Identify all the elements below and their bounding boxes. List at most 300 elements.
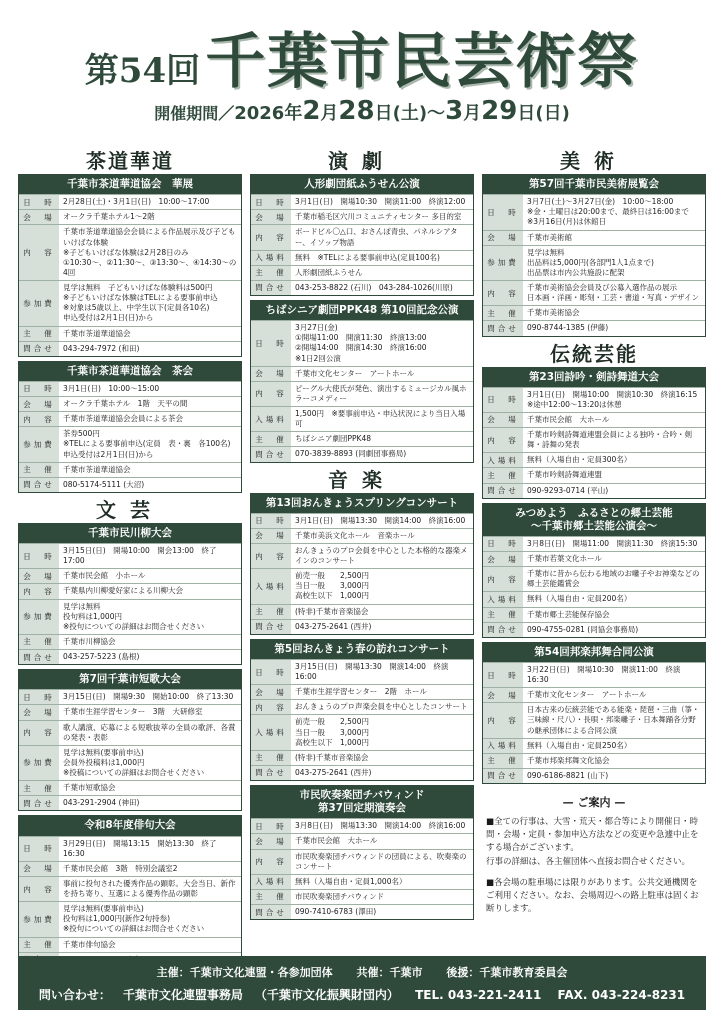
row-value: オークラ千葉ホテル1〜2階 [63, 212, 155, 222]
row-value: 090-8744-1385 (伊藤) [527, 323, 609, 333]
period-end-month: 3 [445, 96, 464, 126]
row-label: 会 場 [251, 210, 291, 224]
row-label: 日 時 [483, 195, 523, 229]
event-row [251, 528, 473, 543]
event-title: 第13回おんきょうスプリングコンサート [251, 494, 473, 513]
event-box [18, 361, 242, 493]
row-label: 問合せ [483, 321, 523, 335]
row-label: 問合せ [19, 796, 59, 810]
row-value: 千葉市美浜文化ホール 音楽ホール [295, 530, 415, 540]
period-end-day: 29 [481, 96, 518, 126]
row-label: 内 容 [251, 225, 291, 249]
event-box [250, 300, 474, 463]
event-box [482, 503, 706, 638]
event-row [19, 937, 241, 952]
event-row [483, 245, 705, 280]
row-value: 043-257-5223 (島根) [63, 652, 140, 661]
event-row [19, 780, 241, 795]
row-value: 千葉市美術協会会員及び公募入選作品の展示 日本画・洋画・彫刻・工芸・書道・写真・デザイン [527, 283, 699, 303]
event-row [483, 662, 705, 687]
event-row [19, 568, 241, 583]
footer-office: 千葉市文化連盟事務局 [122, 988, 243, 1002]
row-label: 会 場 [19, 705, 59, 719]
event-row [483, 768, 705, 783]
row-value: 043-253-8822 (石川) 043-284-1026(川原) [295, 282, 453, 292]
event-box [18, 174, 242, 357]
row-value: 3月8日(日) 開場11:00 開演11:30 終演15:30 [527, 538, 698, 548]
footer-contact [18, 980, 706, 1003]
row-label: 内 容 [19, 877, 59, 901]
event-row [483, 551, 705, 566]
row-label: 日 時 [19, 544, 59, 568]
row-value: 1,500円 ※要事前申込・申込状況により当日入場可 [295, 409, 466, 429]
column-right [482, 148, 706, 924]
event-row [251, 381, 473, 406]
row-label: 主 催 [251, 751, 291, 765]
row-label: 内 容 [251, 700, 291, 714]
row-label: 日 時 [483, 663, 523, 687]
row-value: 3月15日(日) 開場13:30 開演14:00 終演16:00 [295, 661, 449, 681]
row-label: 問合せ [19, 650, 59, 664]
event-row [251, 765, 473, 780]
row-value: 千葉市吟剣詩舞道連盟会員による独吟・合吟・剣舞・詩舞の発表 [527, 430, 692, 450]
event-row [483, 753, 705, 768]
row-label: 参加費 [19, 427, 59, 461]
event-title: 第57回千葉市民美術展覧会 [483, 175, 705, 194]
event-row [19, 583, 241, 598]
row-value: 見学は無料(要事前申込) 会員外投稿料は1,000円 ※投稿についての詳細はお問合せください [63, 747, 205, 777]
event-row [483, 738, 705, 753]
event-row [251, 265, 473, 280]
event-box [18, 815, 242, 967]
event-row [483, 702, 705, 737]
row-label: 問合せ [483, 769, 523, 783]
row-value: オークラ千葉ホテル 1階 天平の間 [63, 399, 188, 408]
row-label: 参加費 [19, 281, 59, 326]
event-row [19, 396, 241, 411]
event-row [483, 607, 705, 622]
event-row [251, 568, 473, 603]
event-row [251, 446, 473, 461]
footer-support: 後援：千葉市教育委員会 [446, 966, 568, 979]
row-label: 参加費 [19, 600, 59, 634]
event-row [19, 634, 241, 649]
event-row [483, 320, 705, 335]
event-title: 令和8年度俳句大会 [19, 816, 241, 835]
row-value: 無料（入場自由・定員1,000名） [295, 876, 407, 886]
row-label: 会 場 [251, 529, 291, 543]
event-row [19, 836, 241, 861]
row-value: 日本古来の伝統芸能である能楽・琵琶・三曲（箏・三味線・尺八）・長唄・邦楽囃子・日本舞踊各分野の継承団体による合同公演 [527, 705, 700, 735]
category-heading: 演劇 [328, 149, 396, 173]
event-title: 市民吹奏楽団チバウィンド 第37回定期演奏会 [251, 786, 473, 818]
column-center [250, 148, 474, 924]
row-value: おんきょうのプロ声楽会員を中心としたコンサート [295, 702, 468, 712]
event-row [19, 381, 241, 396]
event-row [251, 849, 473, 874]
row-value: 3月29日(日) 開場13:15 開始13:30 終了16:30 [63, 838, 217, 858]
row-label: 日 時 [251, 321, 291, 366]
row-value: ピーグル大使氏が発色、演出するミュージカル風ホラーコメディー [295, 383, 467, 403]
event-title: 第54回邦楽邦舞合同公演 [483, 643, 705, 662]
row-label: 入場料 [483, 592, 523, 606]
row-label: 会 場 [19, 397, 59, 411]
row-value: 3月8日(日) 開場13:30 開演14:00 終演16:00 [295, 821, 466, 831]
category-heading: 茶道華道 [86, 149, 174, 173]
row-label: 主 催 [251, 432, 291, 446]
event-row [251, 699, 473, 714]
row-label: 会 場 [483, 552, 523, 566]
row-value: 千葉市茶道華道協会 [63, 464, 131, 474]
row-label: 日 時 [251, 819, 291, 833]
row-label: 日 時 [251, 514, 291, 528]
row-value: 3月1日(日) 10:00〜15:00 [63, 383, 160, 393]
row-label: 内 容 [19, 412, 59, 426]
row-label: 会 場 [19, 569, 59, 583]
event-title: 人形劇団紙ふうせん公演 [251, 175, 473, 194]
row-value: 無料（入場自由・定員250名） [527, 740, 632, 750]
event-row [483, 305, 705, 320]
row-label: 問合せ [251, 447, 291, 461]
row-label: 日 時 [483, 537, 523, 551]
event-row [251, 684, 473, 699]
event-row [251, 889, 473, 904]
event-row [251, 513, 473, 528]
row-value: 千葉市稲毛区穴川コミュニティセンター 多目的室 [295, 212, 462, 222]
row-label: 主 催 [251, 890, 291, 904]
period-end-day-unit: 日(日) [517, 103, 570, 124]
event-box [482, 174, 706, 337]
row-value: おんきょうのプロ会員を中心とした本格的な器楽メインのコンサート [295, 545, 468, 565]
footer-co-organizer: 共催：千葉市 [356, 966, 423, 979]
row-value: 080-5174-5111 (大沼) [63, 479, 145, 489]
notice-paragraph: ■全ての行事は、大雪・荒天・都合等により開催日・時間・会場・定員・参加申込方法などの変更や急遽中止をする場合がございます。 行事の詳細は、各主催団体へ直接お問合せください。 [486, 817, 699, 867]
row-label: 問合せ [251, 905, 291, 919]
event-row [483, 622, 705, 637]
row-value: 千葉市民会館 3階 特別会議室2 [63, 863, 178, 873]
row-label: 問合せ [19, 478, 59, 492]
event-title: 第5回おんきょう春の訪れコンサート [251, 640, 473, 659]
row-label: 問合せ [251, 620, 291, 634]
event-row [483, 591, 705, 606]
row-value: 千葉市美術協会 [527, 308, 580, 318]
row-value: 市民吹奏楽団チバウィンドの団員による、吹奏楽のコンサート [295, 851, 467, 871]
column-left [18, 148, 242, 972]
category-heading: 伝統芸能 [550, 341, 638, 366]
event-title: 第7回千葉市短歌大会 [19, 670, 241, 689]
row-label: 問合せ [483, 484, 523, 498]
row-value: 千葉市茶道華道協会会員による作品展示及び子どもいけばな体験 ※子どもいけばな体験は2月28日のみ ①10:30〜、②11:30〜、③13:30〜、④14:30〜の4回 [63, 227, 237, 277]
row-label: 内 容 [19, 225, 59, 280]
event-row [251, 659, 473, 684]
event-row [19, 704, 241, 719]
row-label: 参加費 [19, 746, 59, 780]
row-value: 茶券500円 ※TELによる要事前申込(定員 表・裏 各100名) 申込受付は2月1日(日)から [63, 429, 231, 459]
row-value: 千葉市文化センター アートホール [527, 690, 647, 700]
event-row [19, 326, 241, 341]
event-row [483, 280, 705, 305]
category-heading: 音楽 [328, 467, 396, 492]
footer-inquiry-label: 問い合わせ： [38, 988, 111, 1002]
row-value: 歌人講演、応募による短歌抜萃の全員の歌評、各賞の発表・表彰 [63, 722, 236, 742]
row-value: 043-291-2904 (神田) [63, 798, 140, 808]
event-title: 第23回詩吟・剣詩舞道大会 [483, 368, 705, 387]
period-start-day-unit: 日(土)〜 [374, 103, 446, 124]
row-label: 問合せ [19, 342, 59, 356]
event-row [251, 750, 473, 765]
event-period [0, 96, 724, 126]
row-label: 主 催 [19, 938, 59, 952]
row-label: 内 容 [483, 428, 523, 452]
row-value: 090-7410-6783 (澤田) [295, 907, 377, 916]
row-value: 千葉市に昔から伝わる地域のお囃子やお神楽などの郷土芸能鑑賞会 [527, 569, 700, 589]
row-value: 前売一般 2,500円 当日一般 3,000円 高校生以下 1,000円 [295, 717, 369, 747]
row-label: 主 催 [19, 327, 59, 341]
row-label: 入場料 [251, 875, 291, 889]
row-value: 無料（入場自由・定員300名） [527, 455, 632, 465]
event-row [251, 431, 473, 446]
event-box [250, 639, 474, 781]
row-value: 3月1日(日) 開場10:30 開演11:00 終演12:00 [295, 197, 466, 207]
row-value: 3月7日(土)〜3月27日(金) 10:00〜18:00 ※金・土曜日は20:00まで、最終日は16:00まで ※3月16日(月)は休館日 [527, 197, 689, 227]
row-value: 千葉市郷土芸能保存協会 [527, 609, 610, 619]
row-value: 090-9293-0714 (平山) [527, 485, 609, 495]
row-label: 内 容 [251, 544, 291, 568]
event-row [19, 861, 241, 876]
row-value: 3月1日(日) 開場10:00 開演10:30 終演16:15 ※途中12:00〜13:20は休憩 [527, 389, 698, 409]
row-label: 日 時 [19, 382, 59, 396]
event-title: みつめよう ふるさとの郷土芸能 〜千葉市郷土芸能公演会〜 [483, 504, 705, 536]
period-start-month-unit: 月 [320, 103, 339, 124]
row-label: 内 容 [19, 721, 59, 745]
footer-bar [18, 956, 706, 1010]
row-label: 会 場 [19, 862, 59, 876]
row-label: 会 場 [251, 367, 291, 381]
event-row [483, 483, 705, 498]
row-value: 3月15日(日) 開場10:00 開会13:00 終了17:00 [63, 546, 217, 566]
row-label: 主 催 [19, 781, 59, 795]
event-row [19, 689, 241, 704]
row-value: 3月15日(日) 開場9:30 開始10:00 終了13:30 [63, 692, 234, 702]
event-row [251, 818, 473, 833]
event-row [19, 341, 241, 356]
row-label: 入場料 [251, 251, 291, 265]
period-year: 2026年 [234, 103, 303, 124]
row-value: 千葉市川柳協会 [63, 636, 116, 646]
row-label: 参加費 [483, 246, 523, 280]
event-row [483, 452, 705, 467]
row-label: 参加費 [19, 902, 59, 936]
row-value: 見学は無料 投句料は1,000円 ※投句についての詳細はお問合せください [63, 601, 205, 631]
row-value: 043-294-7972 (和田) [63, 343, 140, 353]
footer-sponsors [18, 956, 706, 980]
row-label: 問合せ [251, 766, 291, 780]
event-row [483, 412, 705, 427]
event-box [250, 174, 474, 296]
row-label: 主 催 [251, 266, 291, 280]
row-value: 3月1日(日) 開場13:30 開演14:00 終演16:00 [295, 515, 466, 525]
event-row [251, 714, 473, 749]
title-prefix: 第54回 [84, 51, 201, 91]
row-label: 内 容 [251, 850, 291, 874]
festival-title [0, 14, 724, 97]
row-value: (特非)千葉市音楽協会 [295, 752, 369, 762]
event-row [251, 250, 473, 265]
event-row [19, 795, 241, 810]
event-row [251, 224, 473, 249]
category-heading: 文芸 [96, 497, 164, 522]
row-value: 千葉市短歌協会 [63, 783, 116, 793]
event-row [19, 543, 241, 568]
event-box [482, 367, 706, 499]
event-box [250, 785, 474, 920]
event-title: 千葉市茶道華道協会 華展 [19, 175, 241, 194]
row-label: 会 場 [19, 210, 59, 224]
notice-block [482, 794, 706, 916]
event-row [19, 876, 241, 901]
event-row [19, 209, 241, 224]
event-box [250, 493, 474, 635]
event-box [18, 523, 242, 665]
row-value: 無料 ※TELによる要事前申込(定員100名) [295, 252, 440, 262]
event-row [483, 467, 705, 482]
row-label: 問合せ [251, 281, 291, 295]
row-value: 市民吹奏楽団チバウィンド [295, 891, 385, 901]
row-label: 会 場 [251, 834, 291, 848]
period-start-month: 2 [302, 96, 321, 126]
event-row [483, 687, 705, 702]
row-value: 070-3839-8893 (同劇団事務局) [295, 449, 407, 459]
row-label: 日 時 [251, 195, 291, 209]
row-label: 主 催 [19, 635, 59, 649]
event-box [482, 642, 706, 784]
event-row [251, 833, 473, 848]
row-label: 会 場 [483, 231, 523, 245]
row-label: 主 催 [483, 608, 523, 622]
row-label: 入場料 [483, 739, 523, 753]
row-value: 見学は無料 子どもいけばな体験料は500円 ※子どもいけばな体験はTELによる要事前申込 ※対象は5歳以上、中学生以下(定員各10名) 申込受付は2月1日(日)から [63, 283, 218, 323]
row-value: 千葉市生涯学習センター 2階 ホール [295, 687, 427, 697]
event-row [251, 366, 473, 381]
event-row [19, 720, 241, 745]
event-row [19, 280, 241, 326]
event-row [251, 604, 473, 619]
event-row [19, 224, 241, 280]
event-box [18, 669, 242, 811]
row-value: 千葉市文化センター アートホール [295, 368, 415, 378]
event-row [251, 280, 473, 295]
row-label: 主 催 [483, 468, 523, 482]
period-start-day: 28 [338, 96, 375, 126]
footer-organizer: 主催：千葉市文化連盟・各参加団体 [156, 966, 333, 979]
row-value: (特非)千葉市音楽協会 [295, 606, 369, 616]
event-title: 千葉市民川柳大会 [19, 524, 241, 543]
event-row [19, 477, 241, 492]
row-value: 千葉県内川柳愛好家による川柳大会 [63, 586, 183, 596]
event-row [251, 406, 473, 431]
event-row [483, 566, 705, 591]
event-row [483, 387, 705, 412]
notice-heading: — ご案内 — [562, 796, 626, 809]
event-row [19, 901, 241, 936]
row-value: 043-275-2641 (西井) [295, 767, 372, 777]
row-label: 内 容 [483, 703, 523, 737]
row-value: 千葉市民会館 小ホール [63, 571, 146, 581]
title-main: 千葉市民芸術祭 [205, 27, 640, 97]
row-label: 主 催 [19, 463, 59, 477]
event-row [19, 745, 241, 780]
row-value: 043-275-2641 (西井) [295, 621, 372, 631]
row-label: 日 時 [483, 388, 523, 412]
event-row [19, 462, 241, 477]
event-row [251, 543, 473, 568]
row-label: 主 催 [483, 306, 523, 320]
row-label: 入場料 [251, 569, 291, 603]
row-value: 人形劇団紙ふうせん [295, 267, 363, 277]
event-row [19, 649, 241, 664]
row-value: 千葉市吟剣詩舞道連盟 [527, 470, 602, 480]
row-value: 見学は無料(要事前申込) 投句料は1,000円(新作2句持参) ※投句についての詳細はお問合せください [63, 904, 205, 934]
row-value: 千葉市茶道華道協会 [63, 328, 131, 338]
row-value: 無料（入場自由・定員200名） [527, 594, 632, 604]
row-value: 前売一般 2,500円 当日一般 3,000円 高校生以下 1,000円 [295, 571, 369, 601]
row-value: ちばシニア劇団PPK48 [295, 434, 372, 444]
event-row [483, 536, 705, 551]
row-value: 千葉市民会館 大ホール [527, 414, 610, 424]
period-end-month-unit: 月 [463, 103, 482, 124]
footer-fax: FAX. 043-224-8231 [557, 988, 686, 1002]
notice-paragraph: ■各会場の駐車場には限りがあります。公共交通機関をご利用ください。なお、会場周辺への路上駐車は固くお断りします。 [486, 877, 699, 915]
event-row [483, 427, 705, 452]
event-title: ちばシニア劇団PPK48 第10回記念公演 [251, 301, 473, 320]
row-value: 千葉市俳句協会 [63, 939, 116, 949]
row-label: 会 場 [483, 688, 523, 702]
event-row [483, 230, 705, 245]
event-row [251, 194, 473, 209]
row-label: 入場料 [483, 453, 523, 467]
event-row [483, 194, 705, 229]
row-value: 090-4755-0281 (同協会事務局) [527, 624, 639, 634]
event-row [19, 426, 241, 461]
event-row [251, 619, 473, 634]
event-row [251, 874, 473, 889]
row-label: 会 場 [483, 413, 523, 427]
row-value: 千葉市若葉文化ホール [527, 554, 602, 563]
row-value: 千葉市美術館 [527, 232, 572, 242]
row-value: 千葉市生涯学習センター 3階 大研修室 [63, 707, 203, 717]
event-row [251, 320, 473, 366]
row-value: ボードビル〇△口、おさんぽ青虫、パネルシアター、イソップ物語 [295, 227, 458, 247]
row-label: 問合せ [483, 623, 523, 637]
row-value: 090-6186-8821 (山下) [527, 770, 609, 780]
row-value: 事前に投句された優秀作品の顕彰。大会当日、新作を持ち寄り、互選による優秀作品の顕彰 [63, 878, 236, 898]
row-label: 内 容 [19, 584, 59, 598]
row-value: 見学は無料 出品料は5,000円(各部門1人1点まで) 出品票は市内公共施設に配架 [527, 247, 654, 277]
row-label: 内 容 [483, 281, 523, 305]
row-label: 日 時 [19, 690, 59, 704]
row-label: 日 時 [19, 837, 59, 861]
row-label: 主 催 [483, 754, 523, 768]
event-row [251, 209, 473, 224]
row-label: 主 催 [251, 605, 291, 619]
event-row [19, 194, 241, 209]
row-value: 千葉市茶道華道協会会員による茶会 [63, 414, 183, 424]
event-row [251, 904, 473, 919]
row-label: 会 場 [251, 685, 291, 699]
row-label: 内 容 [251, 382, 291, 406]
category-heading: 美術 [560, 149, 628, 173]
row-value: 3月27日(金) ①開場11:00 開演11:30 終演13:00 ②開場14:00 開演14:30 終演16:00 ※1日2回公演 [295, 323, 427, 363]
